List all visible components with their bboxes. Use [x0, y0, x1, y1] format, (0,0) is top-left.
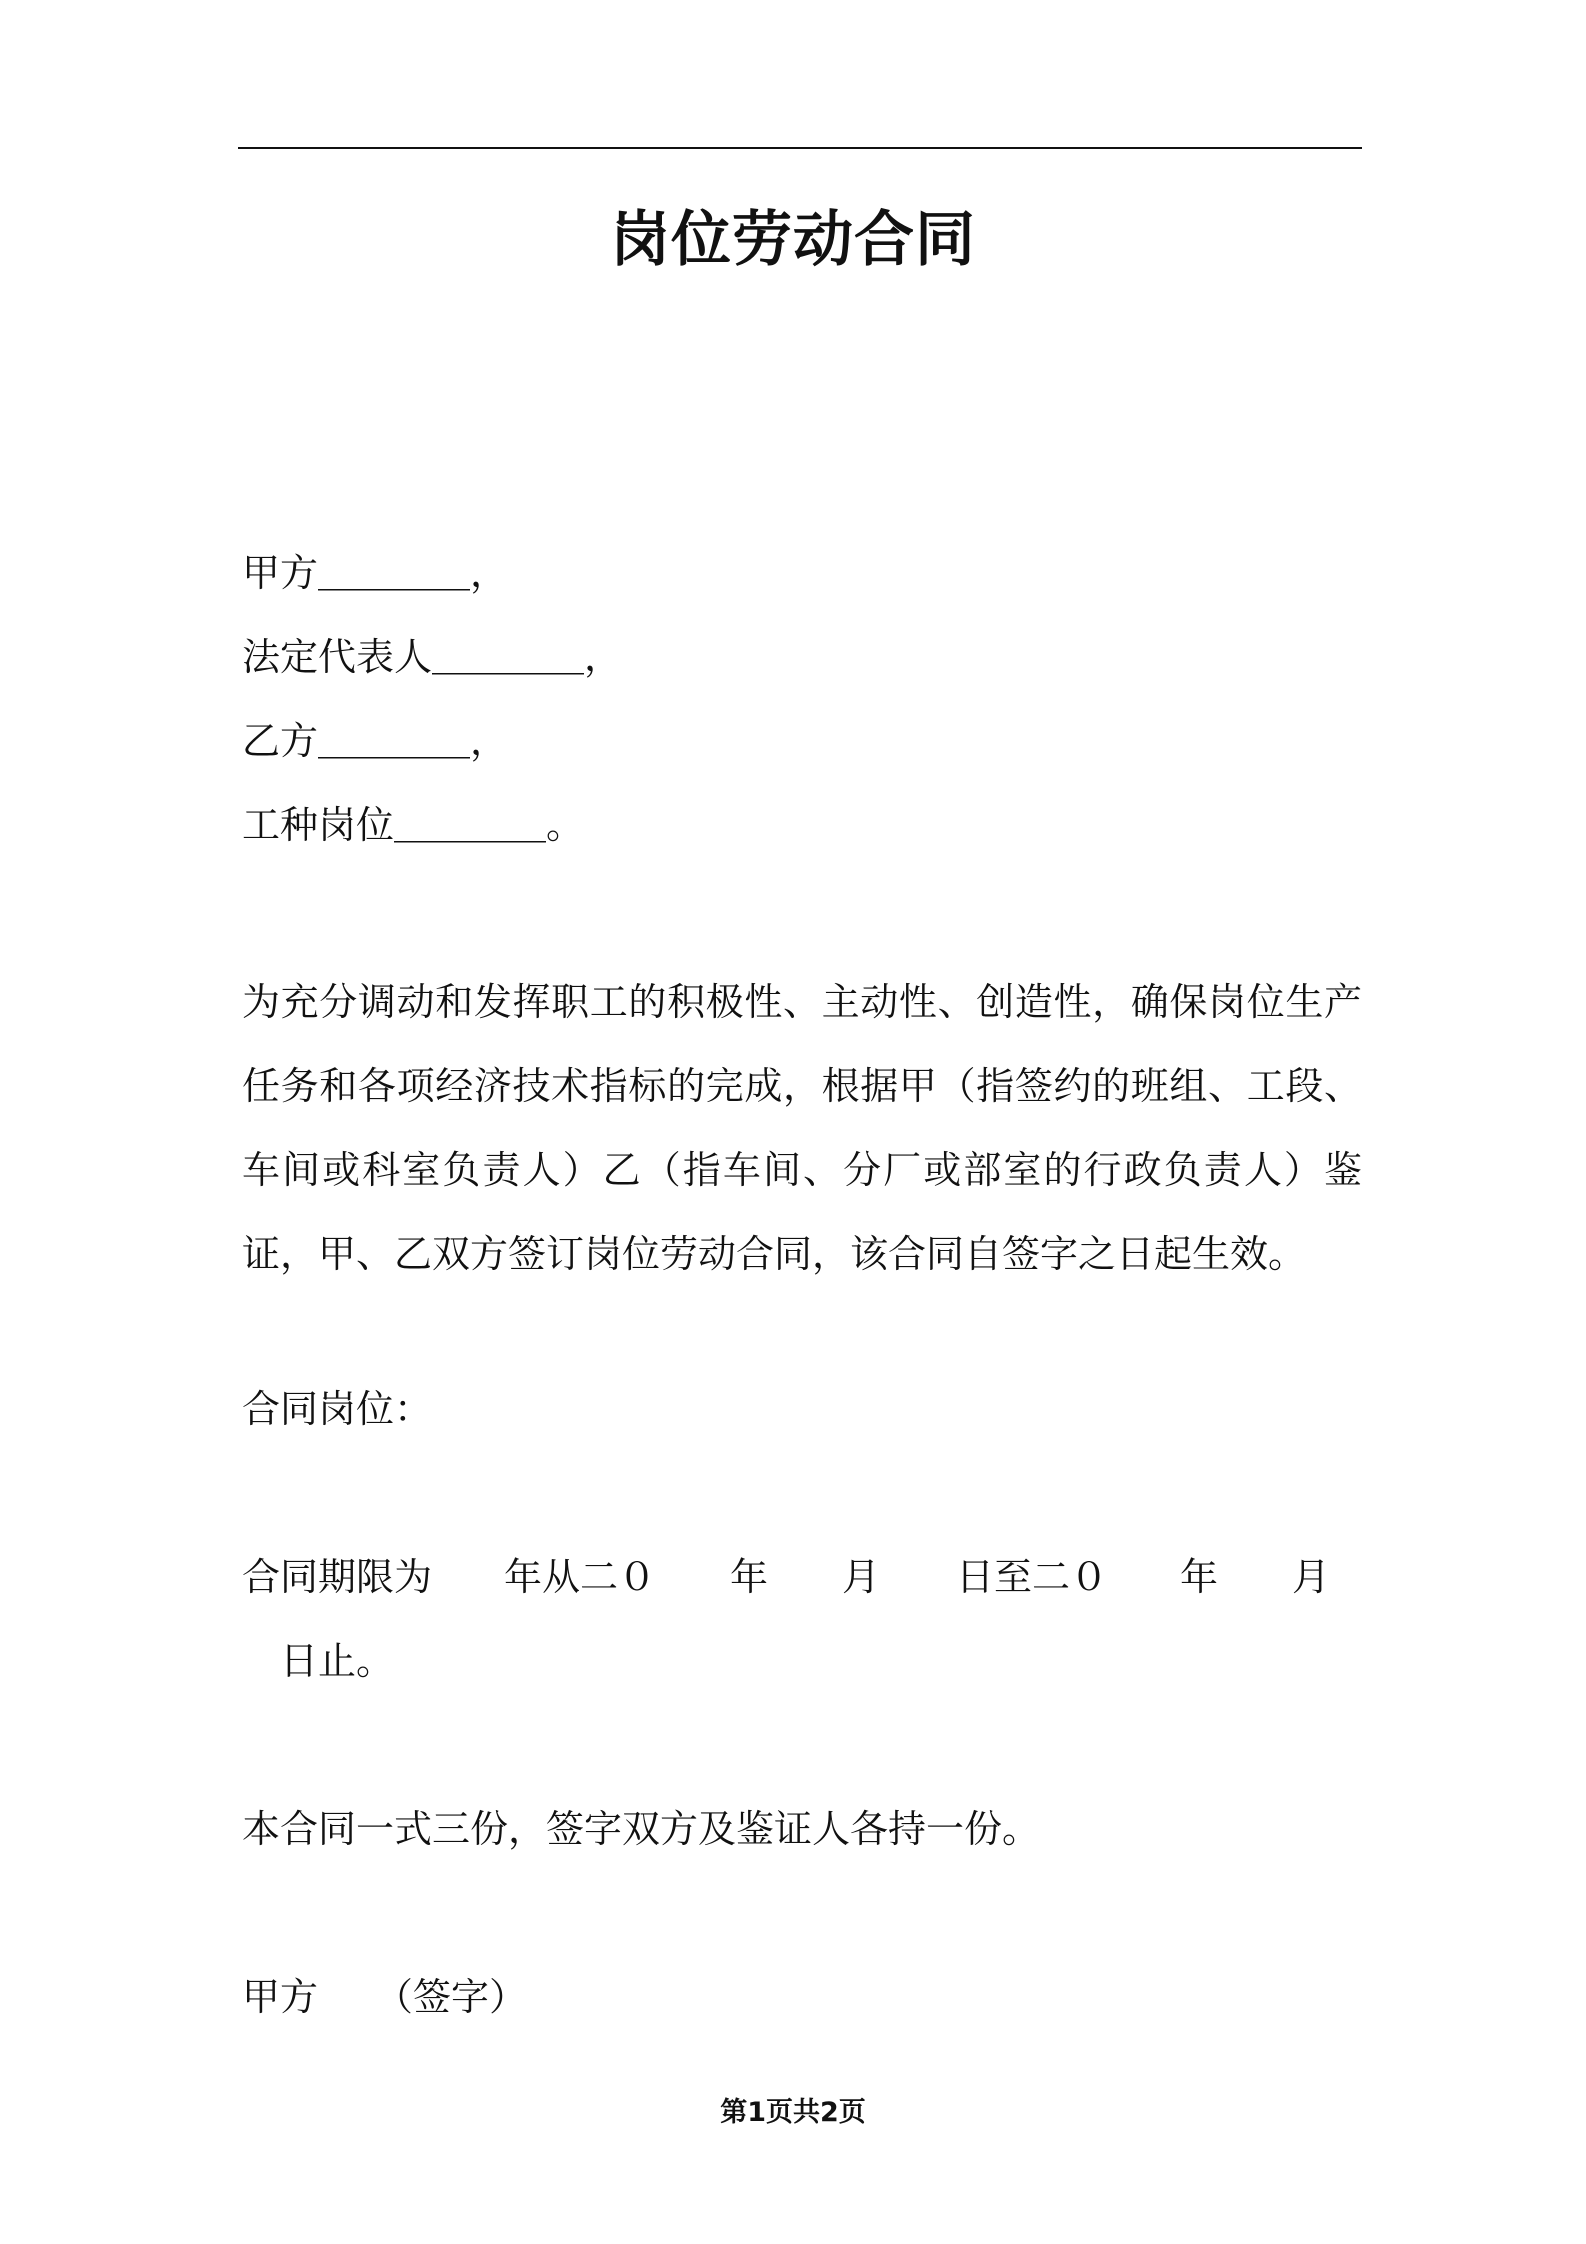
job-position-line: 工种岗位＿＿＿＿。 — [242, 803, 585, 847]
term-year-from: 年从二０ — [504, 1555, 657, 1599]
party-a-line: 甲方＿＿＿＿， — [242, 551, 509, 595]
contract-post-label: 合同岗位： — [242, 1387, 433, 1431]
party-b-line: 乙方＿＿＿＿， — [242, 719, 509, 763]
copies-line: 本合同一式三份，签字双方及鉴证人各持一份。 — [242, 1807, 1041, 1851]
signature-line: 甲方 （签字） — [242, 1975, 528, 2019]
term-year: 年 — [730, 1555, 769, 1599]
contract-term-row — [242, 1552, 1362, 1602]
term-day-end: 日止。 — [280, 1639, 395, 1683]
term-year-end: 年 — [1180, 1555, 1219, 1599]
term-label: 合同期限为 — [242, 1555, 433, 1599]
intro-paragraph: 为充分调动和发挥职工的积极性、主动性、创造性，确保岗位生产任务和各项经济技术指标的完成，根据甲（指签约的班组、工段、车间或科室负责人）乙（指车间、分厂或部室的行政负责人）鉴证，甲、乙双方签订岗位劳动合同，该合同自签字之日起生效。 — [242, 980, 1362, 1276]
legal-representative-line: 法定代表人＿＿＿＿， — [242, 635, 623, 679]
term-day-to: 日至二０ — [956, 1555, 1109, 1599]
term-month-end: 月 — [1292, 1555, 1331, 1599]
document-title: 岗位劳动合同 — [610, 205, 976, 275]
term-month: 月 — [842, 1555, 881, 1599]
page-indicator: 第1页共2页 — [720, 2097, 866, 2128]
header-rule — [238, 147, 1362, 149]
